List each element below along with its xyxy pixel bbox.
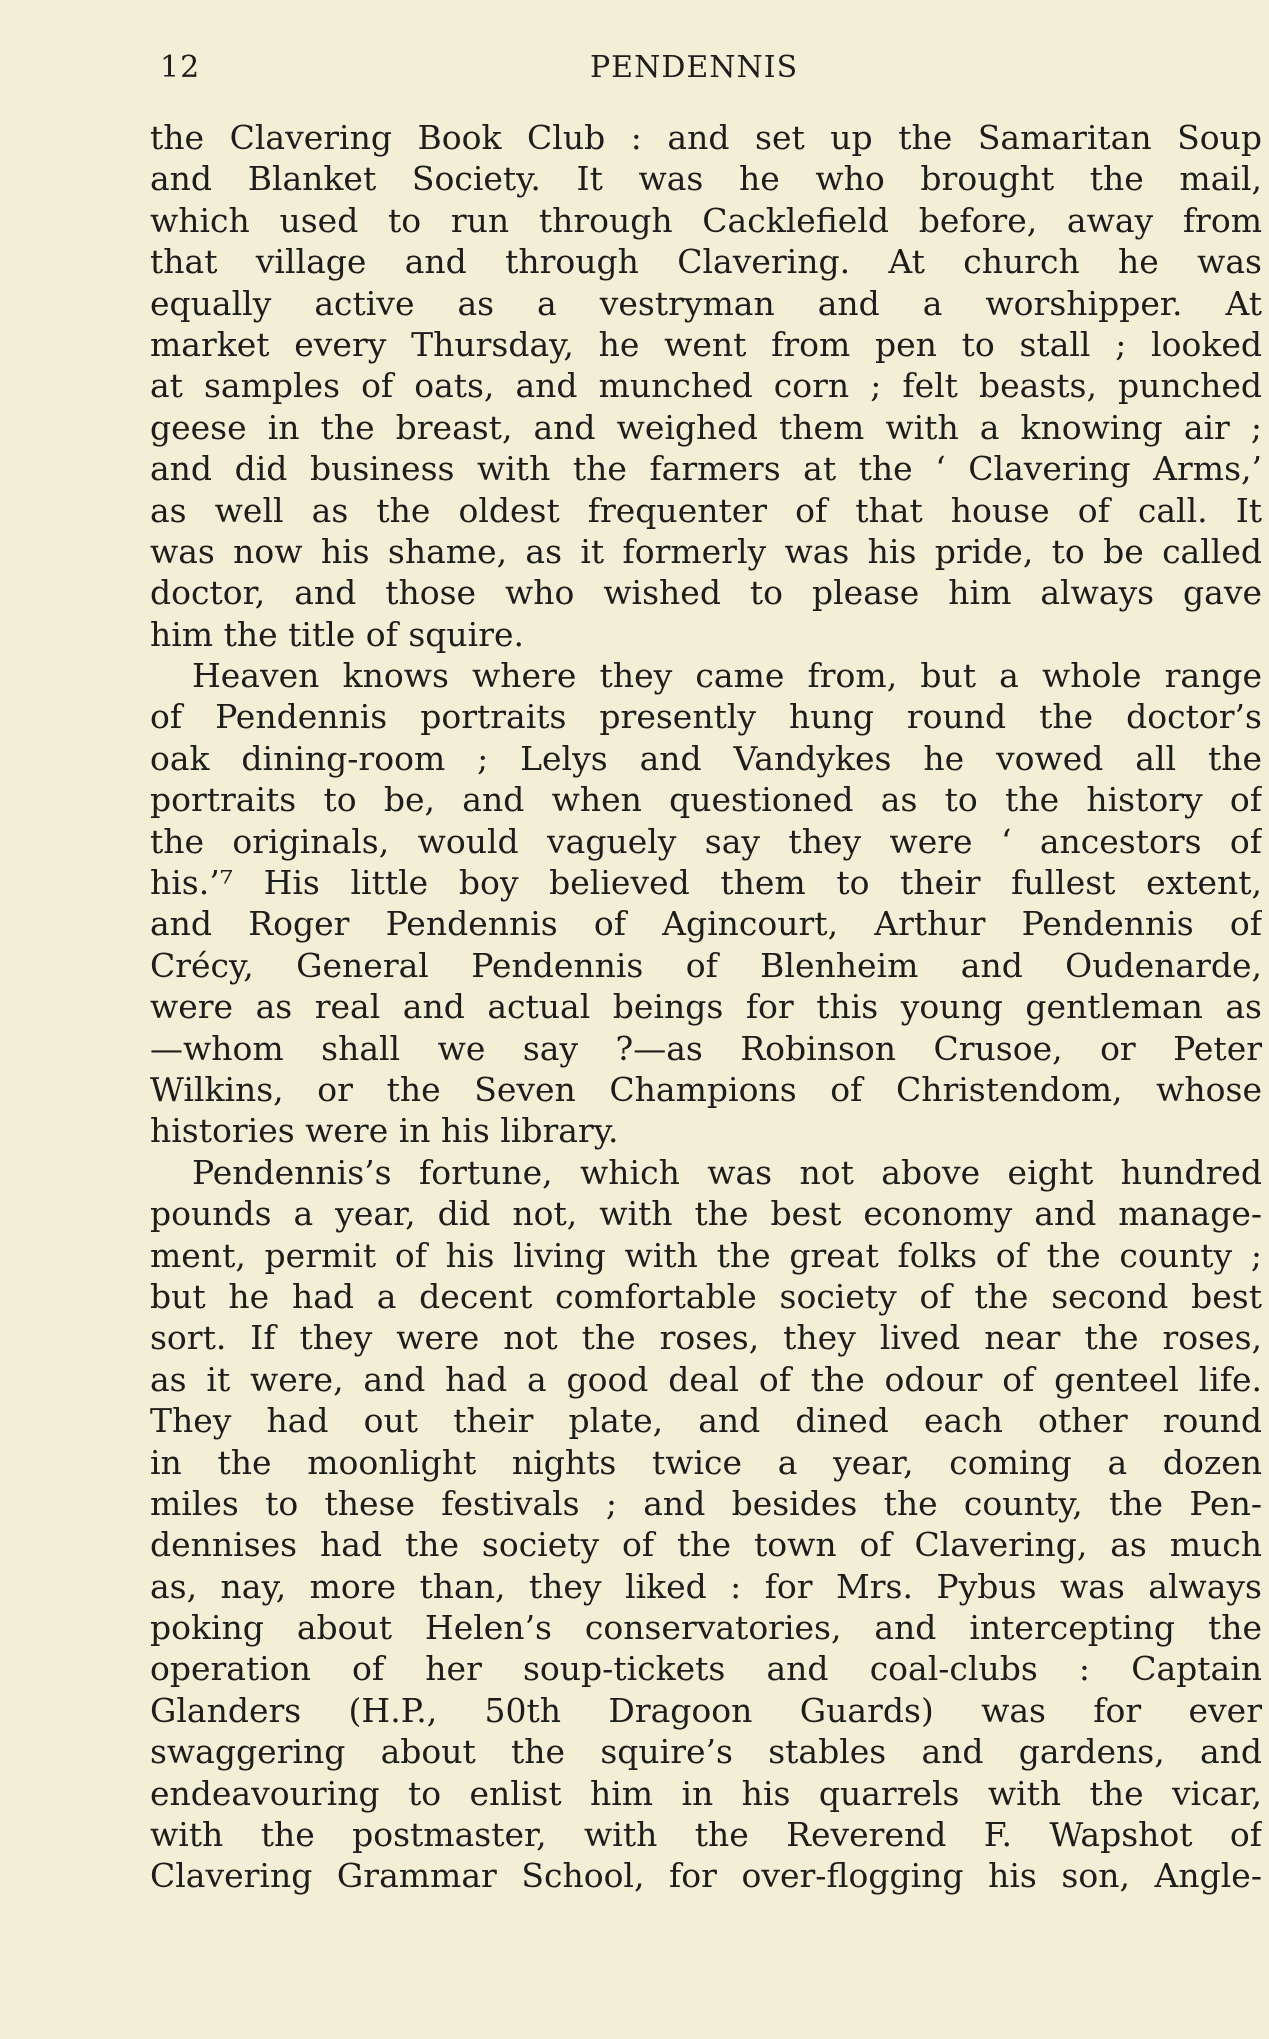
text-line: was now his shame, as it formerly was his pride, to be called — [150, 531, 1262, 571]
text-line: sort. If they were not the roses, they lived near the roses, — [150, 1318, 1262, 1358]
text-line: as it were, and had a good deal of the odour of genteel life. — [150, 1359, 1262, 1399]
text-line: equally active as a vestryman and a worshipper. At — [150, 283, 1262, 323]
text-line: market every Thursday, he went from pen to stall ; looked — [150, 324, 1262, 364]
text-line: the originals, would vaguely say they were ‘ ancestors of — [150, 821, 1262, 861]
text-line: Glanders (H.P., 50th Dragoon Guards) was for ever — [150, 1690, 1262, 1730]
text-line: Heaven knows where they came from, but a whole range — [192, 656, 1262, 696]
text-line: Clavering Grammar School, for over-flogging his son, Angle- — [150, 1856, 1262, 1896]
text-line: ment, permit of his living with the great folks of the county ; — [150, 1235, 1262, 1275]
paragraph — [150, 655, 1262, 1152]
text-line: miles to these festivals ; and besides the county, the Pen- — [150, 1483, 1262, 1523]
text-line: portraits to be, and when questioned as to the history of — [150, 780, 1262, 820]
text-line: in the moonlight nights twice a year, coming a dozen — [150, 1442, 1262, 1482]
text-line: Wilkins, or the Seven Champions of Christendom, whose — [150, 1069, 1262, 1109]
paragraph — [150, 1152, 1262, 1897]
text-line: endeavouring to enlist him in his quarrels with the vicar, — [150, 1773, 1262, 1813]
text-line: pounds a year, did not, with the best economy and manage- — [150, 1194, 1262, 1234]
text-line: of Pendennis portraits presently hung round the doctor’s — [150, 697, 1262, 737]
text-line: but he had a decent comfortable society of the second best — [150, 1276, 1262, 1316]
text-line: and Roger Pendennis of Agincourt, Arthur Pendennis of — [150, 904, 1262, 944]
text-line: doctor, and those who wished to please him always gave — [150, 573, 1262, 613]
text-line: which used to run through Cacklefield before, away from — [150, 200, 1262, 240]
text-line: him the title of squire. — [150, 614, 525, 654]
text-line: Pendennis’s fortune, which was not above eight hundred — [192, 1152, 1262, 1192]
text-line: with the postmaster, with the Reverend F. Wapshot of — [150, 1815, 1262, 1855]
text-line: geese in the breast, and weighed them with a knowing air ; — [150, 407, 1262, 447]
page-number: 12 — [160, 50, 201, 85]
text-line: the Clavering Book Club : and set up the Samaritan Soup — [150, 118, 1262, 157]
text-line: They had out their plate, and dined each other round — [150, 1401, 1262, 1441]
text-line: as well as the oldest frequenter of that house of call. It — [150, 490, 1262, 530]
running-title: PENDENNIS — [590, 50, 799, 85]
text-line: were as real and actual beings for this young gentleman as — [150, 987, 1262, 1027]
running-header — [160, 50, 1260, 90]
text-line: histories were in his library. — [150, 1111, 619, 1151]
text-line: swaggering about the squire’s stables and gardens, and — [150, 1732, 1262, 1772]
body-text — [150, 117, 1262, 1897]
text-line: and Blanket Society. It was he who brought the mail, — [150, 159, 1262, 199]
text-line: his.’⁷ His little boy believed them to their fullest extent, — [150, 863, 1262, 903]
text-line: poking about Helen’s conservatories, and intercepting the — [150, 1608, 1262, 1648]
text-line: operation of her soup-tickets and coal-clubs : Captain — [150, 1649, 1262, 1689]
text-line: —whom shall we say ?—as Robinson Crusoe, or Peter — [150, 1028, 1262, 1068]
paragraph — [150, 117, 1262, 655]
text-line: and did business with the farmers at the ‘ Clavering Arms,’ — [150, 449, 1262, 489]
text-line: that village and through Clavering. At church he was — [150, 242, 1262, 282]
text-line: dennises had the society of the town of Clavering, as much — [150, 1525, 1262, 1565]
text-line: at samples of oats, and munched corn ; felt beasts, punched — [150, 366, 1262, 406]
text-line: as, nay, more than, they liked : for Mrs. Pybus was always — [150, 1566, 1262, 1606]
text-line: Crécy, General Pendennis of Blenheim and Oudenarde, — [150, 945, 1262, 985]
text-line: oak dining-room ; Lelys and Vandykes he vowed all the — [150, 738, 1262, 778]
